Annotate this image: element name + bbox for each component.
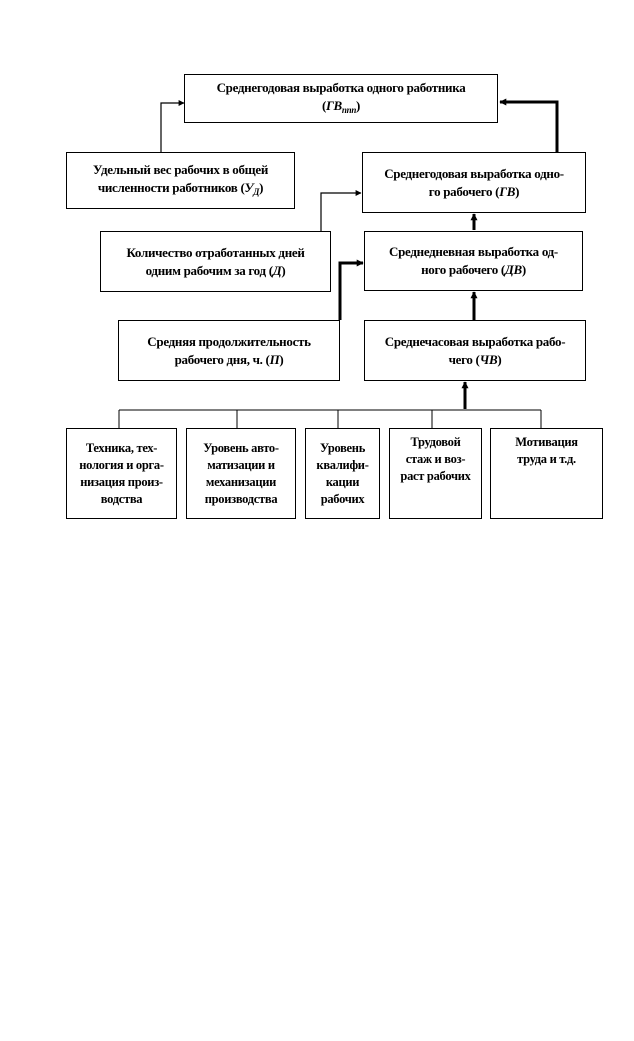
box-factor-motivation: Мотивация труда и т.д. bbox=[490, 428, 603, 519]
box-avg-annual-output-per-worker: Среднегодовая выработка одно- го рабочего (ГВ) bbox=[362, 152, 586, 213]
box-avg-workday-duration: Средняя продолжительность рабочего дня, ч. (П) bbox=[118, 320, 340, 381]
connector-annual-to-top bbox=[500, 102, 557, 152]
box-days-worked: Количество отработанных дней одним рабочим за год (Д) bbox=[100, 231, 331, 292]
box-avg-annual-output-per-employee: Среднегодовая выработка одного работника $(ГВ_{ппп})$ bbox=[184, 74, 498, 123]
connector-share-to-top bbox=[161, 103, 184, 152]
connector-days-to-annual bbox=[321, 193, 361, 231]
box-factor-qualification: Уровень квалифи- кации рабочих bbox=[305, 428, 380, 519]
box-worker-share: Удельный вес рабочих в общей численности работников $(У_Д)$ bbox=[66, 152, 295, 209]
box-avg-daily-output: Среднедневная выработка од- ного рабочего (ДВ) bbox=[364, 231, 583, 291]
connector-duration-to-daily bbox=[340, 263, 363, 320]
box-avg-hourly-output: Среднечасовая выработка рабо- чего (ЧВ) bbox=[364, 320, 586, 381]
box-factor-technology: Техника, тех- нология и орга- низация произ- водства bbox=[66, 428, 177, 519]
box-factor-experience: Трудовой стаж и воз- раст рабочих bbox=[389, 428, 482, 519]
box-factor-automation: Уровень авто- матизации и механизации производства bbox=[186, 428, 296, 519]
